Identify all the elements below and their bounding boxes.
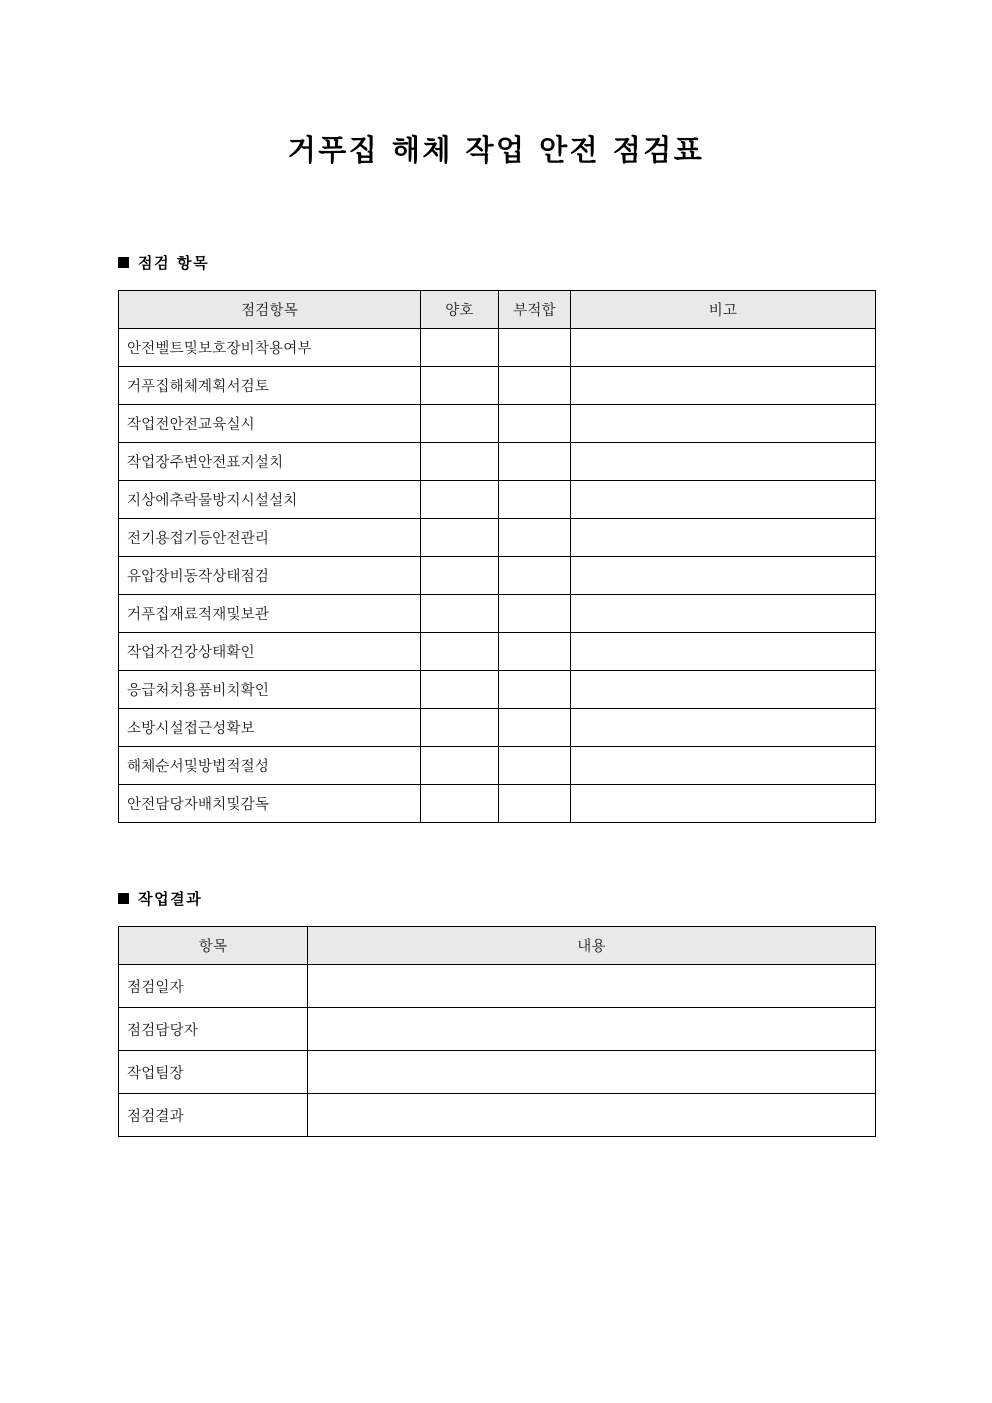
table-row [119, 481, 876, 519]
checklist-good-cell[interactable] [421, 595, 499, 633]
result-field-value[interactable] [308, 1051, 876, 1094]
checklist-good-cell[interactable] [421, 557, 499, 595]
checklist-item-label: 지상에추락물방지시설설치 [119, 481, 421, 519]
checklist-good-cell[interactable] [421, 367, 499, 405]
checklist-good-cell[interactable] [421, 747, 499, 785]
result-field-value[interactable] [308, 965, 876, 1008]
checklist-good-cell[interactable] [421, 519, 499, 557]
checklist-nonconforming-cell[interactable] [499, 709, 571, 747]
checklist-item-label: 해체순서및방법적절성 [119, 747, 421, 785]
section-heading-checklist-label: 점검 항목 [138, 254, 210, 272]
checklist-remarks-cell[interactable] [571, 633, 876, 671]
checklist-remarks-cell[interactable] [571, 595, 876, 633]
checklist-item-label: 안전담당자배치및감독 [119, 785, 421, 823]
checklist-remarks-cell[interactable] [571, 443, 876, 481]
table-row [119, 595, 876, 633]
checklist-nonconforming-cell[interactable] [499, 405, 571, 443]
checklist-good-cell[interactable] [421, 709, 499, 747]
table-row [119, 557, 876, 595]
checklist-nonconforming-cell[interactable] [499, 329, 571, 367]
checklist-item-label: 유압장비동작상태점검 [119, 557, 421, 595]
result-field-label: 작업팀장 [119, 1051, 308, 1094]
checklist-item-label: 작업전안전교육실시 [119, 405, 421, 443]
result-field-value[interactable] [308, 1094, 876, 1137]
checklist-item-label: 응급처치용품비치확인 [119, 671, 421, 709]
table-header-row [119, 927, 876, 965]
square-bullet-icon [118, 257, 129, 268]
checklist-nonconforming-cell[interactable] [499, 595, 571, 633]
result-field-label: 점검담당자 [119, 1008, 308, 1051]
checklist-good-cell[interactable] [421, 785, 499, 823]
checklist-good-cell[interactable] [421, 329, 499, 367]
checklist-item-label: 거푸집재료적재및보관 [119, 595, 421, 633]
table-row [119, 367, 876, 405]
result-field-label: 점검일자 [119, 965, 308, 1008]
checklist-nonconforming-cell[interactable] [499, 671, 571, 709]
section-heading-checklist [118, 252, 209, 273]
checklist-table [118, 290, 876, 823]
checklist-nonconforming-cell[interactable] [499, 785, 571, 823]
checklist-remarks-cell[interactable] [571, 367, 876, 405]
table-row [119, 1094, 876, 1137]
checklist-good-cell[interactable] [421, 481, 499, 519]
table-row [119, 519, 876, 557]
table-row [119, 747, 876, 785]
checklist-remarks-cell[interactable] [571, 405, 876, 443]
result-field-value[interactable] [308, 1008, 876, 1051]
table-row [119, 709, 876, 747]
square-bullet-icon [118, 893, 129, 904]
checklist-good-cell[interactable] [421, 671, 499, 709]
checklist-remarks-cell[interactable] [571, 329, 876, 367]
column-header-item: 점검항목 [119, 291, 421, 329]
section-heading-results [118, 888, 202, 909]
section-heading-results-label: 작업결과 [138, 890, 203, 908]
checklist-nonconforming-cell[interactable] [499, 367, 571, 405]
checklist-remarks-cell[interactable] [571, 671, 876, 709]
checklist-nonconforming-cell[interactable] [499, 557, 571, 595]
column-header-remarks: 비고 [571, 291, 876, 329]
column-header-content: 내용 [308, 927, 876, 965]
checklist-item-label: 작업자건강상태확인 [119, 633, 421, 671]
checklist-item-label: 소방시설접근성확보 [119, 709, 421, 747]
checklist-remarks-cell[interactable] [571, 709, 876, 747]
table-row [119, 443, 876, 481]
table-row [119, 633, 876, 671]
table-row [119, 329, 876, 367]
table-row [119, 405, 876, 443]
column-header-nonconforming: 부적합 [499, 291, 571, 329]
checklist-remarks-cell[interactable] [571, 785, 876, 823]
checklist-nonconforming-cell[interactable] [499, 747, 571, 785]
table-row [119, 671, 876, 709]
checklist-remarks-cell[interactable] [571, 747, 876, 785]
page-title: 거푸집 해체 작업 안전 점검표 [287, 133, 705, 167]
table-row [119, 965, 876, 1008]
checklist-item-label: 작업장주변안전표지설치 [119, 443, 421, 481]
table-row [119, 785, 876, 823]
work-results-table [118, 926, 876, 1137]
checklist-good-cell[interactable] [421, 443, 499, 481]
table-row [119, 1051, 876, 1094]
checklist-item-label: 안전벨트및보호장비착용여부 [119, 329, 421, 367]
table-row [119, 1008, 876, 1051]
checklist-nonconforming-cell[interactable] [499, 519, 571, 557]
checklist-nonconforming-cell[interactable] [499, 443, 571, 481]
checklist-remarks-cell[interactable] [571, 557, 876, 595]
checklist-remarks-cell[interactable] [571, 519, 876, 557]
checklist-good-cell[interactable] [421, 405, 499, 443]
checklist-nonconforming-cell[interactable] [499, 481, 571, 519]
column-header-good: 양호 [421, 291, 499, 329]
checklist-nonconforming-cell[interactable] [499, 633, 571, 671]
column-header-field: 항목 [119, 927, 308, 965]
checklist-item-label: 거푸집해체계획서검토 [119, 367, 421, 405]
table-header-row [119, 291, 876, 329]
checklist-item-label: 전기용접기등안전관리 [119, 519, 421, 557]
checklist-remarks-cell[interactable] [571, 481, 876, 519]
result-field-label: 점검결과 [119, 1094, 308, 1137]
checklist-good-cell[interactable] [421, 633, 499, 671]
